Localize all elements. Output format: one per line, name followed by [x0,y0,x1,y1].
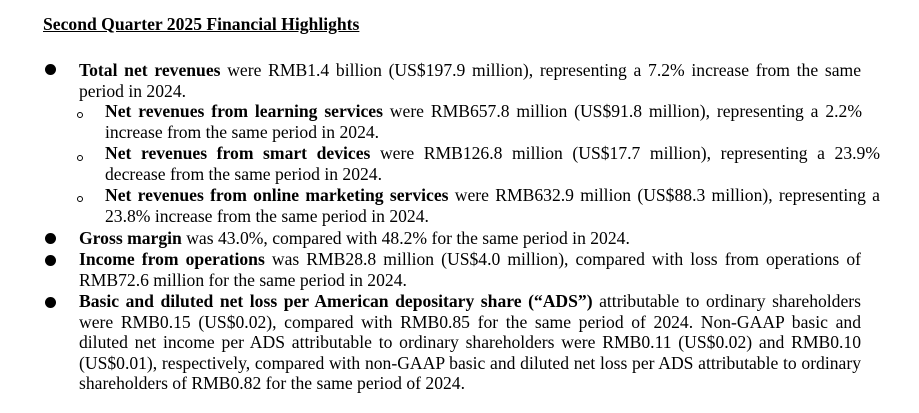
highlight-text: was RMB28.8 million (US$4.0 million), compared with loss from operations of RMB72.6 million for the same period in 2024. [79,249,861,290]
highlight-label: Basic and diluted net loss per American depositary share (“ADS”) [79,291,593,311]
highlight-total-net-revenues [79,60,861,101]
highlight-label: Net revenues from learning services [105,101,383,121]
section-heading: Second Quarter 2025 Financial Highlights [43,14,360,34]
highlight-income-from-operations [79,249,861,290]
bullet-dot-icon [45,233,56,244]
highlight-text: were RMB126.8 million (US$17.7 million), representing a 23.9% decrease from the same period in 2024. [105,143,880,184]
bullet-dot-icon [45,255,56,266]
highlight-text: were RMB632.9 million (US$88.3 million), representing a 23.8% increase from the same period in 2024. [105,185,880,226]
highlight-text: were RMB657.8 million (US$91.8 million), representing a 2.2% increase from the same period in 2024. [105,101,862,142]
highlight-text: attributable to ordinary shareholders were RMB0.15 (US$0.02), compared with RMB0.85 for the same period of 2024. Non-GAAP basic and diluted net income per ADS attributable to ordinary shareholders were RMB0.11 (US$0.02) and RMB0.10 (US$0.01), respectively, compared with non-GAAP basic and diluted net loss per ADS attributable to ordinary shareholders of RMB0.82 for the same period of 2024. [79,291,861,394]
highlight-label: Net revenues from smart devices [105,143,371,163]
highlight-text: were RMB1.4 billion (US$197.9 million), representing a 7.2% increase from the same period in 2024. [79,60,862,101]
sub-bullet-circle-icon [77,112,83,118]
bullet-dot-icon [45,297,56,308]
bullet-dot-icon [45,64,56,75]
highlight-learning-services [105,101,862,142]
highlight-net-loss-per-ads [79,291,861,394]
highlight-text: was 43.0%, compared with 48.2% for the same period in 2024. [181,228,630,248]
highlight-smart-devices [105,143,880,184]
highlight-gross-margin [79,228,879,249]
highlight-label: Net revenues from online marketing services [105,185,449,205]
sub-bullet-circle-icon [77,155,83,161]
sub-bullet-circle-icon [77,196,83,202]
highlight-online-marketing [105,185,880,226]
highlight-label: Total net revenues [79,60,221,80]
highlight-label: Gross margin [79,228,182,248]
highlight-label: Income from operations [79,249,265,269]
